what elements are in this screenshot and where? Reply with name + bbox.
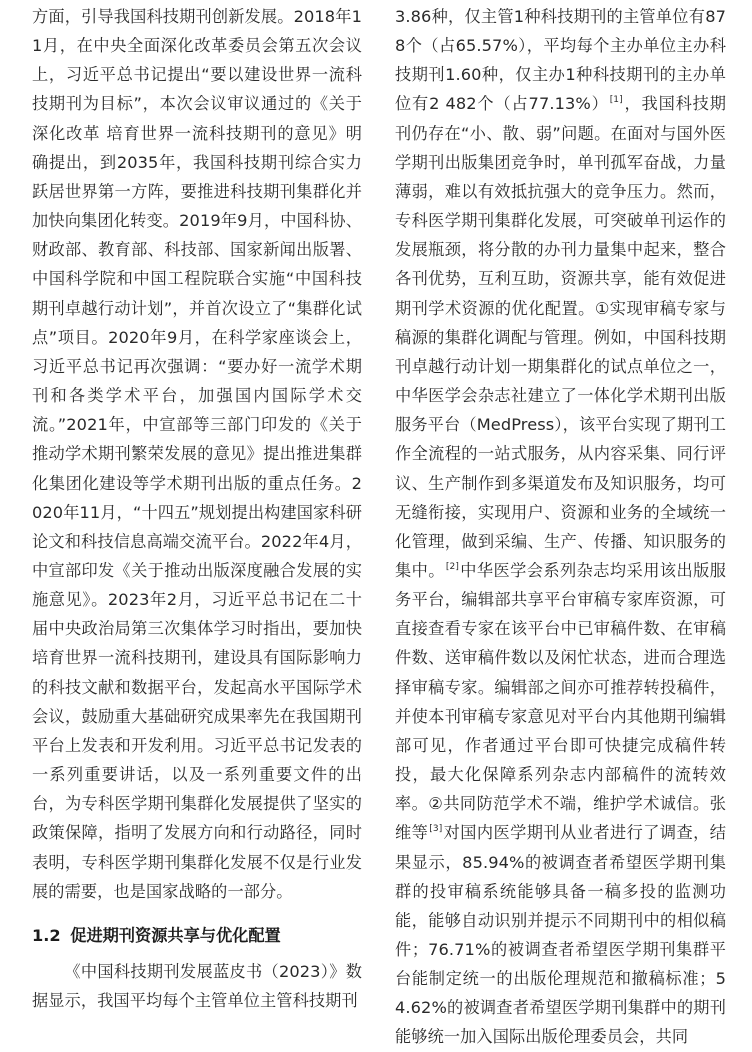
body-paragraph: 《中国科技期刊发展蓝皮书（2023）》数据显示，我国平均每个主管单位主管科技期刊 xyxy=(32,961,362,1010)
reference-marker[interactable]: [1] xyxy=(609,95,623,106)
body-paragraph xyxy=(395,2,726,1052)
text-run: 3.86种，仅主管1种科技期刊的主管单位有878个（占65.57%），平均每个主办单位主办科技期刊1.60种，仅主办1种科技期刊的主办单位有2 482个（占77.13%） xyxy=(395,7,726,114)
section-heading: 1.2 促进期刊资源共享与优化配置 xyxy=(32,925,281,945)
text-run: 对国内医学期刊从业者进行了调查，结果显示，85.94%的被调查者希望医学期刊集群的投审稿系统能够具备一稿多投的监测功能，能够自动识别并提示不同期刊中的相似稿件；76.71%的被调查者希望医学期刊集群平台能制定统一的出版伦理规范和撤稿标准；54.62%的被调查者希望医学期刊集群中的期刊能够统一加入国际出版伦理委员会，共同 xyxy=(395,823,727,1047)
body-paragraph: 方面，引导我国科技期刊创新发展。2018年11月，在中央全面深化改革委员会第五次会议上，习近平总书记提出“要以建设世界一流科技期刊为目标”，本次会议审议通过的《关于深化改革 培育世界一流科技期刊的意见》明确提出，到2035年，我国科技期刊综合实力跃居世界第一方阵，要推进科技期刊集群化并加快向集团化转变。2019年9月，中国科协、财政部、教育部、科技部、国家新闻出版署、中国科学院和中国工程院联合实施“中国科技期刊卓越行动计划”，并首次设立了“集群化试点”项目。2020年9月，在科学家座谈会上，习近平总书记再次强调：“要办好一流学术期刊和各类学术平台，加强国内国际学术交流。”2021年，中宣部等三部门印发的《关于推动学术期刊繁荣发展的意见》提出推进集群化集团化建设等学术期刊出版的重点任务。2020年11月，“十四五”规划提出构建国家科研论文和科技信息高端交流平台。2022年4月，中宣部印发《关于推动出版深度融合发展的实施意见》。2023年2月，习近平总书记在二十届中央政治局第三次集体学习时指出，要加快培育世界一流科技期刊，建设具有国际影响力的科技文献和数据平台，发起高水平国际学术会议，鼓励重大基础研究成果率先在我国期刊平台上发表和开发利用。习近平总书记发表的一系列重要讲话，以及一系列重要文件的出台，为专科医学期刊集群化发展提供了坚实的政策保障，指明了发展方向和行动路径，同时表明，专科医学期刊集群化发展不仅是行业发展的需要，也是国家战略的一部分。 xyxy=(32,7,362,901)
text-run: 中华医学会系列杂志均采用该出版服务平台，编辑部共享平台审稿专家库资源，可直接查看专家在该平台中已审稿件数、在审稿件数、送审稿件数以及闲忙状态，进而合理选择审稿专家。编辑部之间亦可推荐转投稿件，并使本刊审稿专家意见对平台内其他期刊编辑部可见，作者通过平台即可快捷完成稿件转投，最大化保障系列杂志内部稿件的流转效率。②共同防范学术不端，维护学术诚信。张维等 xyxy=(395,560,726,843)
reference-marker[interactable]: [3] xyxy=(429,824,443,835)
left-column xyxy=(32,2,362,1015)
right-column xyxy=(395,2,726,1052)
reference-marker[interactable]: [2] xyxy=(445,561,459,572)
text-run: ，我国科技期刊仍存在“小、散、弱”问题。在面对与国外医学期刊出版集团竞争时，单刊孤军奋战，力量薄弱，难以有效抵抗强大的竞争压力。然而，专科医学期刊集群化发展，可突破单刊运作的发展瓶颈，将分散的办刊力量集中起来，整合各刊优势，互利互助，资源共享，能有效促进期刊学术资源的优化配置。①实现审稿专家与稿源的集群化调配与管理。例如，中国科技期刊卓越行动计划一期集群化的试点单位之一，中华医学会杂志社建立了一体化学术期刊出版服务平台（MedPress），该平台实现了期刊工作全流程的一站式服务，从内容采集、同行评议、生产制作到多渠道发布及知识服务，均可无缝衔接，实现用户、资源和业务的全域统一化管理，做到采编、生产、传播、知识服务的集中。 xyxy=(395,94,726,580)
